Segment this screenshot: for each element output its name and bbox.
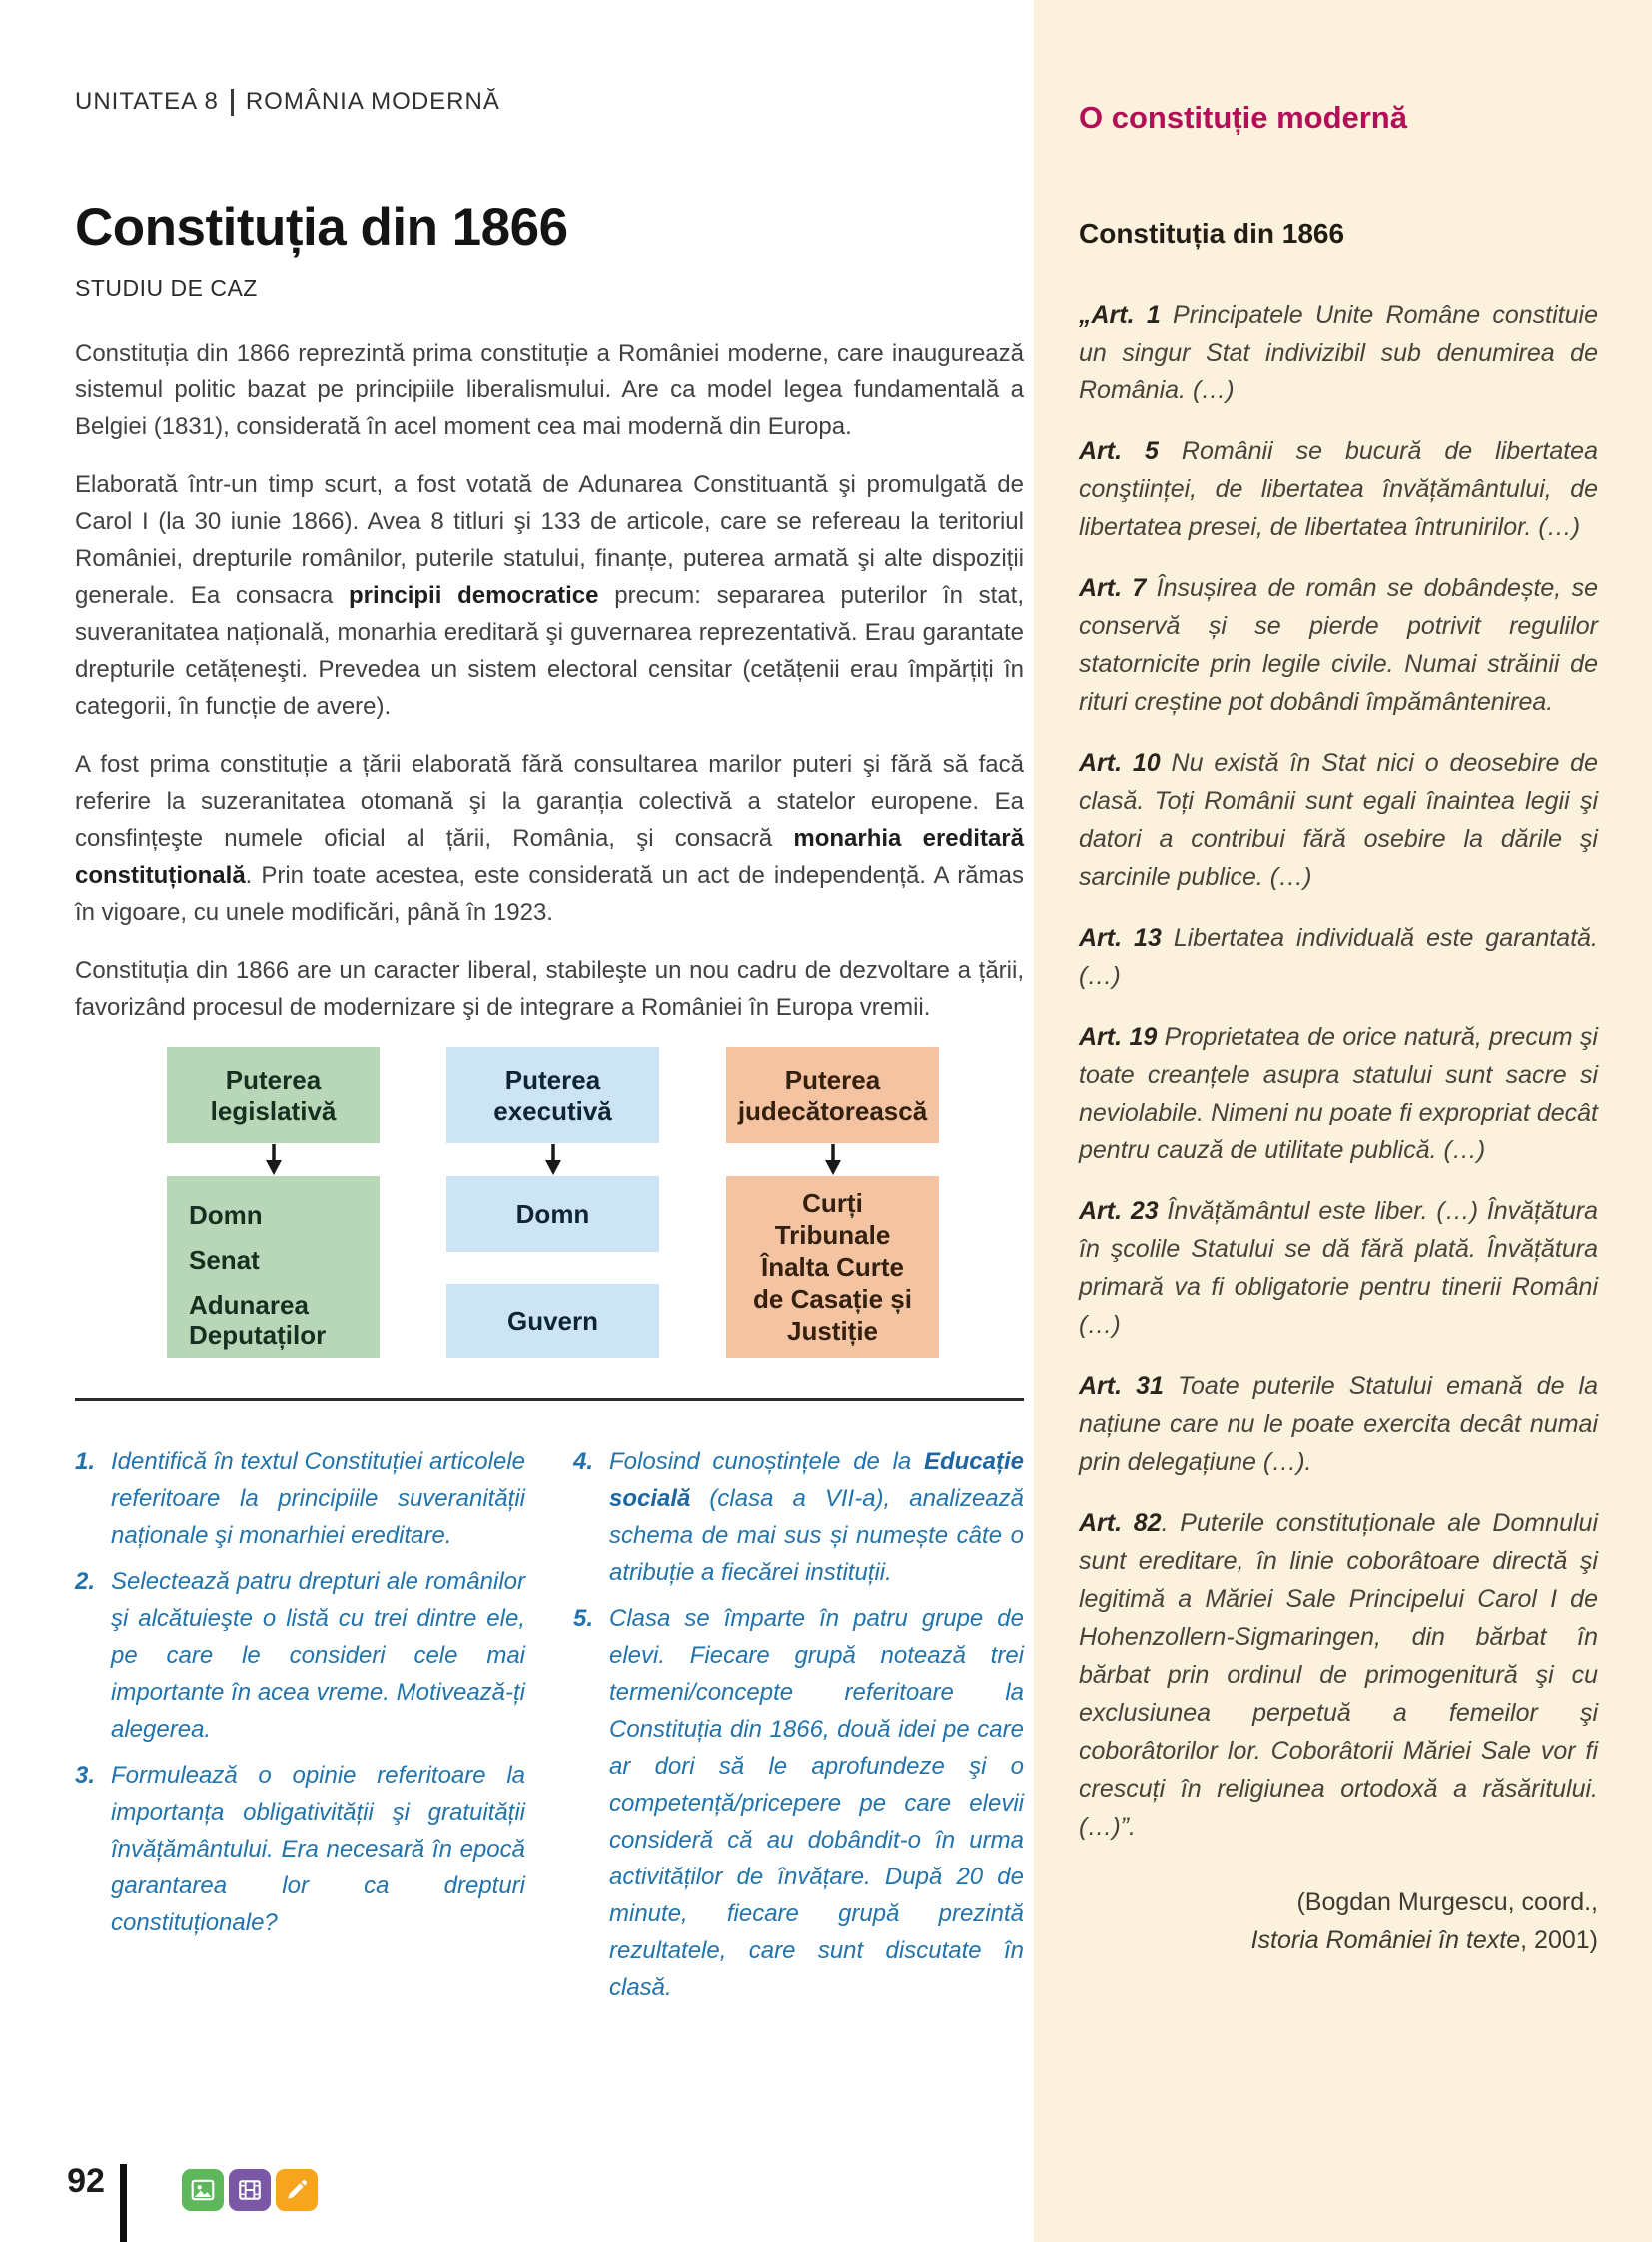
legislative-header-box <box>167 1047 380 1143</box>
exercise-segment: Folosind cunoștințele de la <box>609 1448 924 1475</box>
header-line: executivă <box>493 1095 612 1125</box>
header-line: Puterea <box>225 1064 322 1095</box>
header-line: legislativă <box>210 1095 337 1125</box>
film-icon <box>229 2169 271 2211</box>
case-study-subtitle: STUDIU DE CAZ <box>75 275 258 301</box>
source-citation <box>1079 1883 1598 1959</box>
page-title: Constituția din 1866 <box>75 198 568 257</box>
source-line: (Bogdan Murgescu, coord., <box>1296 1888 1598 1916</box>
constitution-articles <box>1079 296 1598 1846</box>
executive-header-box <box>446 1047 659 1143</box>
exercise-column-2 <box>573 1443 1024 2015</box>
source-sidebar <box>1034 0 1652 2242</box>
sidebar-heading: Constituția din 1866 <box>1079 218 1345 249</box>
exercise-number: 5. <box>573 1605 594 1632</box>
exercise-text <box>111 1563 525 1748</box>
intro-paragraph-4: Constituția din 1866 are un caracter liberal, stabileşte un nou cadru de dezvoltare a țării, favorizând procesul de modernizare şi de integrare a României în Europa vremii. <box>75 957 1024 1021</box>
institution-label: de Casație și <box>753 1284 912 1314</box>
section-divider <box>75 1398 1024 1401</box>
sidebar-title: O constituție modernă <box>1079 100 1407 135</box>
judicial-body-box <box>726 1176 939 1358</box>
diagram-column-legislative <box>167 1047 380 1358</box>
constitution-article: Art. 7 Însușirea de român se dobândește, se conservă și se pierde potrivit regulilor statornicite prin legile civile. Numai străinii de rituri creștine pot dobândi împământenirea. <box>1079 574 1599 716</box>
exercise-text <box>609 1600 1024 2006</box>
article-label: Art. 19 <box>1079 1023 1158 1051</box>
paragraph-segment: A fost prima constituție a țării elaborată fără consultarea marilor puteri şi fără să facă referire la suzeranitatea otomană şi la garanția colectivă a statelor europene. Ea consfințeşte numele oficial al țării, România, şi consacră <box>75 751 1024 852</box>
article-label: Art. 10 <box>1079 749 1161 777</box>
kicker-unit: UNITATEA 8 <box>75 88 219 115</box>
footer-divider-bar <box>120 2164 127 2242</box>
intro-text <box>75 335 1024 1026</box>
constitution-article: Art. 10 Nu există în Stat nici o deosebire de clasă. Toți Românii sunt egali înaintea legii şi datori a contribui fără osebire la dările şi sarcinile publice. (…) <box>1079 749 1598 891</box>
article-label: Art. 7 <box>1079 574 1147 602</box>
exercise-segment: (clasa a VII-a), analizează schema de mai sus și numește câte o atribuție a fiecărei instituții. <box>609 1485 1024 1586</box>
source-title: Istoria României în texte <box>1250 1926 1521 1954</box>
page-number: 92 <box>67 2162 105 2200</box>
resource-icons <box>182 2169 318 2211</box>
article-label: Art. 31 <box>1079 1372 1164 1400</box>
constitution-article: Art. 23 Învățământul este liber. (…) Învățătura în şcolile Statului se dă fără plată. Învățătura primară va fi obligatorie pentru tinerii Români (…) <box>1079 1197 1598 1339</box>
exercise-list <box>75 1443 1024 2015</box>
exercise-number: 2. <box>75 1568 96 1595</box>
exercise-bold-term: Educație socială <box>609 1448 1024 1512</box>
exercise-item <box>573 1443 1024 1591</box>
intro-paragraph-1: Constituția din 1866 reprezintă prima constituție a României moderne, care inaugurează sistemul politic bazat pe principiile liberalismului. Are ca model legea fundamentală a Belgiei (1831), considerată în acel moment cea mai modernă din Europa. <box>75 340 1024 440</box>
diagram-column-judicial <box>726 1047 939 1358</box>
image-icon <box>182 2169 224 2211</box>
institution-label: Senat <box>189 1245 260 1275</box>
main-column <box>75 0 1024 2015</box>
constitution-article: „Art. 1 Principatele Unite Române constituie un singur Stat indivizibil sub denumirea de România. (…) <box>1079 301 1598 404</box>
header-line: Puterea <box>504 1064 601 1095</box>
opening-quote: „ <box>1079 301 1092 329</box>
exercise-item <box>75 1757 525 1941</box>
bold-term-monarhia-ereditara: monarhia ereditară constituțională <box>75 825 1024 889</box>
article-label: Art. 1 <box>1091 301 1161 329</box>
paragraph-segment: Elaborată într-un timp scurt, a fost votată de Adunarea Constituantă şi promulgată de Carol I (la 30 iunie 1866). Avea 8 titluri şi 133 de articole, care se refereau la teritoriul României, drepturile românilor, puterile statului, finanțe, puterea armată şi alte dispoziții generale. Ea consacra <box>75 471 1024 609</box>
intro-paragraph-2 <box>75 466 1024 725</box>
page-footer <box>60 2162 318 2242</box>
exercise-number: 1. <box>75 1448 96 1475</box>
down-arrow-icon <box>822 1143 844 1176</box>
constitution-article: Art. 82. Puterile constituționale ale Domnului sunt ereditare, în linie coborâtoare directă şi legitimă a Măriei Sale Principelui Carol I de Hohenzollern-Sigmaringen, din bărbat în bărbat prin ordinul de primogenitură şi cu exclusiunea perpetuă a femeilor şi coborâtorilor lor. Coborâtorii Măriei Sale vor fi crescuți în religiunea ortodoxă a răsăritului. (…)”. <box>1079 1509 1598 1841</box>
institution-label: Curți <box>802 1188 863 1218</box>
exercise-number: 3. <box>75 1762 96 1789</box>
header-line: judecătorească <box>737 1095 928 1125</box>
article-label: Art. 13 <box>1079 924 1162 952</box>
constitution-article: Art. 31 Toate puterile Statului emană de la națiune care nu le poate exercita decât numai prin delegațiune (…). <box>1079 1372 1598 1476</box>
judicial-header-box <box>726 1047 939 1143</box>
down-arrow-icon <box>263 1143 285 1176</box>
article-label: Art. 5 <box>1079 437 1159 465</box>
exercise-text <box>111 1757 525 1941</box>
institution-label: Înalta Curte <box>760 1252 905 1282</box>
intro-paragraph-3 <box>75 746 1024 931</box>
exercise-item <box>573 1600 1024 2006</box>
exercise-text <box>111 1443 525 1554</box>
executive-guvern-box: Guvern <box>446 1284 659 1358</box>
institution-label: Justiție <box>786 1316 879 1346</box>
executive-domn-box: Domn <box>446 1176 659 1252</box>
article-label-suffix: . <box>1161 1509 1169 1537</box>
down-arrow-icon <box>542 1143 564 1176</box>
constitution-article: Art. 5 Românii se bucură de libertatea conştiinței, de libertatea învățământului, de libertatea presei, de libertatea întrunirilor. (…) <box>1079 437 1598 541</box>
paragraph-segment: precum: separarea puterilor în stat, suveranitatea națională, monarhia ereditară şi guvernarea reprezentativă. Erau garantate drepturile cetățeneşti. Prevedea un sistem electoral censitar (cetățenii erau împărțiți în categorii, în funcție de avere). <box>75 582 1025 720</box>
constitution-article: Art. 19 Proprietatea de orice natură, precum şi toate creanțele asupra statului sunt sacre si neviolabile. Nimeni nu poate fi expropriat decât pentru cauză de utilitate publică. (…) <box>1079 1023 1598 1164</box>
exercise-item <box>75 1443 525 1554</box>
diagram-column-executive <box>446 1047 659 1358</box>
institution-label: Tribunale <box>774 1220 891 1250</box>
exercise-segment: Clasa se împarte în patru grupe de elevi. Fiecare grupă notează trei termeni/concepte referitoare la Constituția din 1866, două idei pe care ar dori să le aprofundeze şi o competență/pricepere pe care elevii consideră că au dobândit-o în urma activităților de învățare. După 20 de minute, fiecare grupă prezintă rezultatele, care sunt discutate în clasă. <box>609 1605 1024 2001</box>
institution-label: Domn <box>189 1200 263 1230</box>
exercise-text <box>609 1443 1024 1591</box>
article-label: Art. 23 <box>1079 1197 1159 1225</box>
unit-kicker <box>75 88 1024 116</box>
powers-diagram <box>75 1047 1024 1358</box>
header-line: Puterea <box>784 1064 881 1095</box>
exercise-segment: Formulează o opinie referitoare la importanța obligativității şi gratuității învățământului. Era necesară în epocă garantarea lor ca drepturi constituționale? <box>111 1762 525 1936</box>
constitution-article: Art. 13 Libertatea individuală este garantată. (…) <box>1079 924 1598 990</box>
article-label: Art. 82 <box>1079 1509 1162 1537</box>
exercise-segment: Selectează patru drepturi ale românilor şi alcătuieşte o listă cu trei dintre ele, pe care le consideri cele mai importante în acea vreme. Motivează-ți alegerea. <box>111 1568 525 1743</box>
pencil-icon <box>276 2169 318 2211</box>
source-year: , 2001) <box>1520 1926 1598 1954</box>
paragraph-segment: . Prin toate acestea, este considerată un act de independență. A rămas în vigoare, cu unele modificări, până în 1923. <box>75 862 1024 926</box>
exercise-column-1 <box>75 1443 525 2015</box>
bold-term-principii-democratice: principii democratice <box>349 582 599 609</box>
exercise-number: 4. <box>573 1448 594 1475</box>
exercise-item <box>75 1563 525 1748</box>
exercise-segment: Identifică în textul Constituției articolele referitoare la principiile suveranității naționale şi monarhiei ereditare. <box>111 1448 525 1549</box>
legislative-body-box <box>167 1176 380 1358</box>
institution-label: Adunarea Deputaților <box>189 1290 327 1350</box>
kicker-divider <box>231 89 234 116</box>
kicker-chapter: ROMÂNIA MODERNĂ <box>245 88 500 115</box>
